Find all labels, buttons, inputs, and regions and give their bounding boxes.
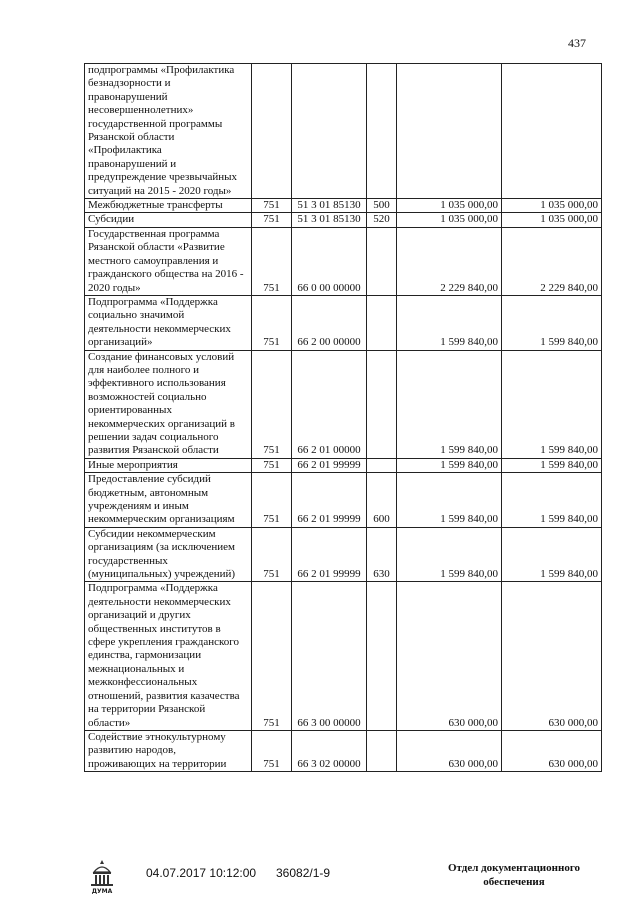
table-row (85, 295, 602, 350)
cell-name: Межбюджетные трансферты (85, 199, 252, 213)
cell-expense-type: 500 (367, 199, 397, 213)
cell-sum-1: 1 035 000,00 (397, 199, 502, 213)
cell-sum-2: 630 000,00 (502, 730, 602, 771)
footer-datetime: 04.07.2017 10:12:00 (146, 866, 257, 880)
cell-sum-2: 1 599 840,00 (502, 527, 602, 582)
cell-sum-2: 1 035 000,00 (502, 199, 602, 213)
cell-expense-type (367, 64, 397, 199)
cell-ministry: 751 (252, 458, 292, 472)
table-row (85, 473, 602, 528)
table-row (85, 458, 602, 472)
budget-table (84, 63, 602, 772)
table-row (85, 527, 602, 582)
cell-sum-1: 1 035 000,00 (397, 213, 502, 227)
cell-expense-type (367, 295, 397, 350)
cell-ministry: 751 (252, 295, 292, 350)
cell-ministry: 751 (252, 730, 292, 771)
table-row (85, 582, 602, 730)
footer-doc-code: 36082/1-9 (276, 866, 331, 880)
cell-sum-2 (502, 64, 602, 199)
cell-target-article: 66 3 00 00000 (292, 582, 367, 730)
cell-sum-2: 1 599 840,00 (502, 350, 602, 458)
cell-sum-2: 1 599 840,00 (502, 473, 602, 528)
footer (0, 858, 640, 898)
cell-target-article: 66 3 02 00000 (292, 730, 367, 771)
cell-ministry: 751 (252, 350, 292, 458)
duma-emblem-icon (88, 858, 116, 896)
cell-name: Иные мероприятия (85, 458, 252, 472)
table-row (85, 213, 602, 227)
cell-name: Государственная программа Рязанской области «Развитие местного самоуправления и гражданского общества на 2016 - 2020 годы» (85, 227, 252, 295)
footer-department: Отдел документационного обеспечения (447, 862, 581, 888)
table-row (85, 199, 602, 213)
cell-sum-1: 630 000,00 (397, 582, 502, 730)
cell-sum-1: 1 599 840,00 (397, 473, 502, 528)
cell-target-article: 51 3 01 85130 (292, 199, 367, 213)
cell-target-article (292, 64, 367, 199)
cell-name: Содействие этнокультурному развитию народов, проживающих на территории (85, 730, 252, 771)
cell-name: подпрограммы «Профилактика безнадзорности и правонарушений несовершеннолетних» государственной программы Рязанской области «Профилактика правонарушений и предупреждение чрезвычайных ситуаций на 2015 - 2020 годы» (85, 64, 252, 199)
cell-sum-1: 630 000,00 (397, 730, 502, 771)
cell-name: Субсидии некоммерческим организациям (за исключением государственных (муниципальных) учреждений) (85, 527, 252, 582)
cell-expense-type (367, 730, 397, 771)
cell-expense-type (367, 350, 397, 458)
cell-ministry: 751 (252, 582, 292, 730)
cell-expense-type (367, 458, 397, 472)
cell-target-article: 66 2 01 00000 (292, 350, 367, 458)
table-row (85, 730, 602, 771)
cell-sum-2: 1 035 000,00 (502, 213, 602, 227)
cell-ministry: 751 (252, 227, 292, 295)
cell-ministry: 751 (252, 213, 292, 227)
cell-sum-1 (397, 64, 502, 199)
emblem-label: ДУМА (91, 888, 113, 895)
cell-name: Предоставление субсидий бюджетным, автономным учреждениям и иным некоммерческим организациям (85, 473, 252, 528)
table-row (85, 64, 602, 199)
page-number: 437 (568, 36, 586, 50)
cell-sum-2: 2 229 840,00 (502, 227, 602, 295)
cell-sum-2: 630 000,00 (502, 582, 602, 730)
cell-name: Создание финансовых условий для наиболее полного и эффективного использования возможностей социально ориентированных некоммерческих организаций в решении задач социального развития Рязанской области (85, 350, 252, 458)
cell-name: Подпрограмма «Поддержка деятельности некоммерческих организаций и других общественных институтов в сфере укрепления гражданского единства, гармонизации межнациональных и межконфессиональных отношений, развития казачества на территории Рязанской области» (85, 582, 252, 730)
cell-sum-2: 1 599 840,00 (502, 295, 602, 350)
cell-ministry: 751 (252, 527, 292, 582)
cell-sum-1: 1 599 840,00 (397, 527, 502, 582)
cell-name: Субсидии (85, 213, 252, 227)
cell-sum-1: 1 599 840,00 (397, 458, 502, 472)
cell-target-article: 66 2 01 99999 (292, 458, 367, 472)
cell-sum-1: 1 599 840,00 (397, 295, 502, 350)
cell-sum-1: 1 599 840,00 (397, 350, 502, 458)
cell-target-article: 66 2 01 99999 (292, 473, 367, 528)
cell-sum-2: 1 599 840,00 (502, 458, 602, 472)
table-row (85, 227, 602, 295)
cell-expense-type (367, 582, 397, 730)
cell-target-article: 66 2 01 99999 (292, 527, 367, 582)
cell-ministry: 751 (252, 473, 292, 528)
cell-target-article: 66 2 00 00000 (292, 295, 367, 350)
table-row (85, 350, 602, 458)
cell-target-article: 66 0 00 00000 (292, 227, 367, 295)
cell-sum-1: 2 229 840,00 (397, 227, 502, 295)
cell-target-article: 51 3 01 85130 (292, 213, 367, 227)
cell-name: Подпрограмма «Поддержка социально значимой деятельности некоммерческих организаций» (85, 295, 252, 350)
cell-expense-type: 520 (367, 213, 397, 227)
cell-expense-type (367, 227, 397, 295)
cell-ministry (252, 64, 292, 199)
cell-expense-type: 630 (367, 527, 397, 582)
cell-expense-type: 600 (367, 473, 397, 528)
cell-ministry: 751 (252, 199, 292, 213)
